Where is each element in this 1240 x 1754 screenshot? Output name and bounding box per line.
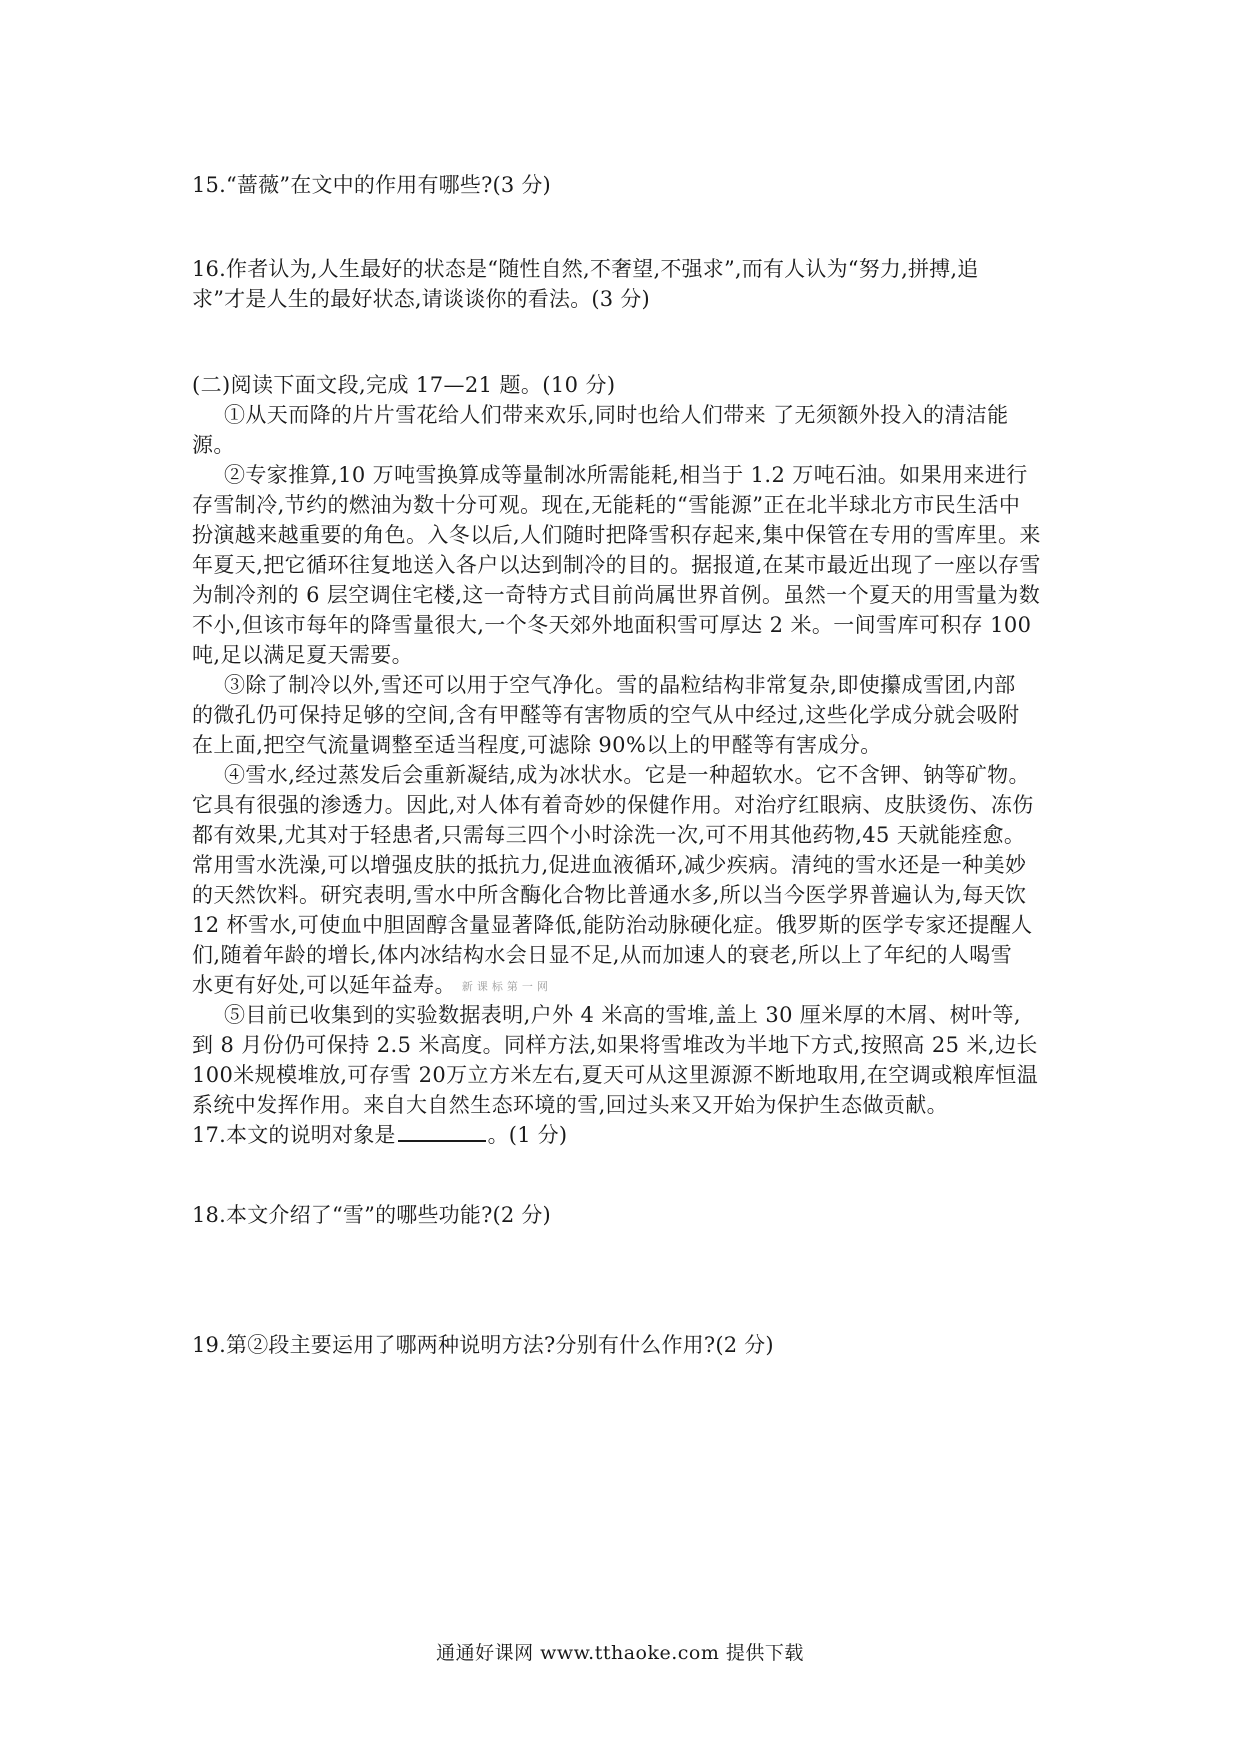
question-17-suffix: 。(1 分)	[487, 1123, 568, 1147]
passage-line: 在上面,把空气流量调整至适当程度,可滤除 90%以上的甲醛等有害成分。	[192, 733, 882, 757]
passage-line: 源。	[192, 433, 235, 457]
section-title: (二)阅读下面文段,完成 17—21 题。(10 分)	[192, 373, 616, 397]
passage-line: ③除了制冷以外,雪还可以用于空气净化。雪的晶粒结构非常复杂,即使攥成雪团,内部	[224, 673, 1016, 697]
passage-line: 们,随着年龄的增长,体内冰结构水会日显不足,从而加速人的衰老,所以上了年纪的人喝雪	[192, 943, 1013, 967]
question-18: 18.本文介绍了“雪”的哪些功能?(2 分)	[192, 1203, 551, 1227]
question-15: 15.“蔷薇”在文中的作用有哪些?(3 分)	[192, 173, 551, 197]
watermark: 新课标第一网	[461, 979, 552, 993]
passage-line: 吨,足以满足夏天需要。	[192, 643, 414, 667]
passage-line: 存雪制冷,节约的燃油为数十分可观。现在,无能耗的“雪能源”正在北半球北方市民生活中	[192, 493, 1021, 517]
passage-line: 到 8 月份仍可保持 2.5 米高度。同样方法,如果将雪堆改为半地下方式,按照高 25 米,边长	[192, 1033, 1038, 1057]
passage-line: ②专家推算,10 万吨雪换算成等量制冰所需能耗,相当于 1.2 万吨石油。如果用来进行	[224, 463, 1028, 487]
passage-text: 水更有好处,可以延年益寿。	[192, 973, 456, 997]
passage-line: 12 杯雪水,可使血中胆固醇含量显著降低,能防治动脉硬化症。俄罗斯的医学专家还提醒人	[192, 913, 1033, 937]
passage-line: 不小,但该市每年的降雪量很大,一个冬天郊外地面积雪可厚达 2 米。一间雪库可积存 100	[192, 613, 1032, 637]
passage-line: 为制冷剂的 6 层空调住宅楼,这一奇特方式目前尚属世界首例。虽然一个夏天的用雪量为数	[192, 583, 1041, 607]
question-17	[192, 1120, 1052, 1150]
answer-blank[interactable]	[398, 1120, 486, 1142]
passage-line: 的天然饮料。研究表明,雪水中所含酶化合物比普通水多,所以当今医学界普遍认为,每天饮	[192, 883, 1027, 907]
passage-line: 100米规模堆放,可存雪 20万立方米左右,夏天可从这里源源不断地取用,在空调或粮库恒温	[192, 1063, 1039, 1087]
passage-line: 的微孔仍可保持足够的空间,含有甲醛等有害物质的空气从中经过,这些化学成分就会吸附	[192, 703, 1020, 727]
footer-text: 通通好课网 www.tthaoke.com 提供下载	[436, 1642, 804, 1664]
passage-line: 系统中发挥作用。来自大自然生态环境的雪,回过头来又开始为保护生态做贡献。	[192, 1093, 949, 1117]
question-16-line-2: 求”才是人生的最好状态,请谈谈你的看法。(3 分)	[192, 287, 650, 311]
question-16-line-1: 16.作者认为,人生最好的状态是“随性自然,不奢望,不强求”,而有人认为“努力,拼搏,追	[192, 257, 979, 281]
passage-line: ⑤目前已收集到的实验数据表明,户外 4 米高的雪堆,盖上 30 厘米厚的木屑、树叶等,	[224, 1003, 1022, 1027]
passage-line: 扮演越来越重要的角色。入冬以后,人们随时把降雪积存起来,集中保管在专用的雪库里。来	[192, 523, 1041, 547]
passage-line: ①从天而降的片片雪花给人们带来欢乐,同时也给人们带来 了无须额外投入的清洁能	[224, 403, 1009, 427]
passage-line: 年夏天,把它循环往复地送入各户以达到制冷的目的。据报道,在某市最近出现了一座以存雪	[192, 553, 1041, 577]
passage-line: 它具有很强的渗透力。因此,对人体有着奇妙的保健作用。对治疗红眼病、皮肤烫伤、冻伤	[192, 793, 1034, 817]
passage-line: ④雪水,经过蒸发后会重新凝结,成为冰状水。它是一种超软水。它不含钾、钠等矿物。	[224, 763, 1030, 787]
passage-line	[192, 970, 1052, 1002]
passage-line: 常用雪水洗澡,可以增强皮肤的抵抗力,促进血液循环,减少疾病。清纯的雪水还是一种美妙	[192, 853, 1027, 877]
passage-line: 都有效果,尤其对于轻患者,只需每三四个小时涂洗一次,可不用其他药物,45 天就能痊愈。	[192, 823, 1026, 847]
question-17-prefix: 17.本文的说明对象是	[192, 1123, 396, 1147]
question-19: 19.第②段主要运用了哪两种说明方法?分别有什么作用?(2 分)	[192, 1333, 774, 1357]
